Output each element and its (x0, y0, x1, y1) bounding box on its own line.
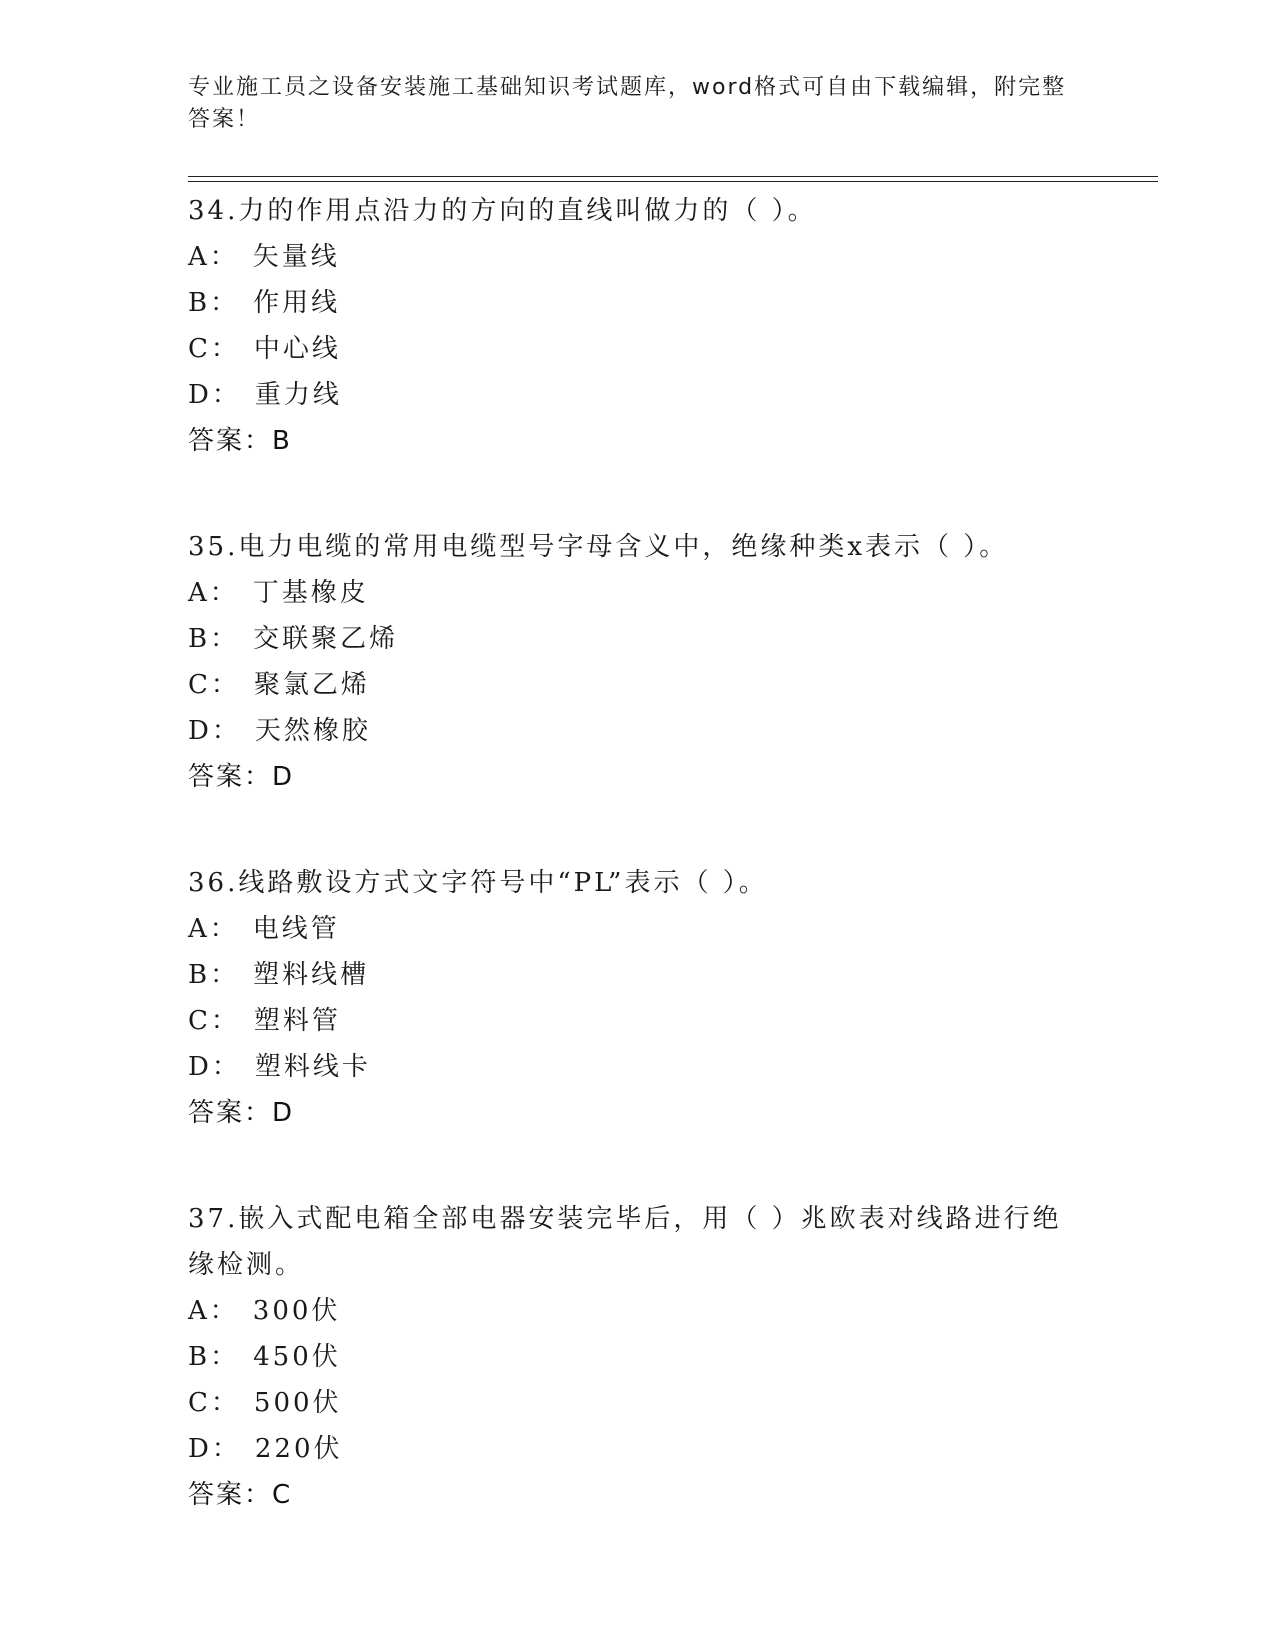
option-text: 450伏 (253, 1342, 341, 1372)
question-stem: 37.嵌入式配电箱全部电器安装完毕后，用（ ）兆欧表对线路进行绝缘检测。 (188, 1204, 1062, 1280)
answer-label: 答案：B (188, 426, 292, 456)
question-35 (188, 524, 1088, 800)
option-text: 塑料管 (253, 1006, 341, 1036)
option-letter: A： (188, 578, 239, 608)
option-text: 聚氯乙烯 (253, 670, 370, 700)
question-spacer (188, 464, 1088, 524)
option-b (188, 952, 1088, 998)
option-letter: B： (188, 624, 240, 654)
question-spacer (188, 1136, 1088, 1196)
option-text: 交联聚乙烯 (253, 624, 399, 654)
question-stem: 36.线路敷设方式文字符号中“PL”表示（ ）。 (188, 868, 768, 898)
option-a (188, 570, 1088, 616)
option-text: 重力线 (254, 380, 342, 410)
option-text: 塑料线槽 (253, 960, 370, 990)
option-text: 220伏 (254, 1434, 343, 1464)
option-letter: D： (188, 1052, 241, 1082)
question-stem: 35.电力电缆的常用电缆型号字母含义中，绝缘种类x表示（ ）。 (188, 532, 1009, 562)
option-c (188, 326, 1088, 372)
option-c (188, 998, 1088, 1044)
question-stem: 34.力的作用点沿力的方向的直线叫做力的（ ）。 (188, 196, 817, 226)
option-letter: D： (188, 716, 241, 746)
option-b (188, 280, 1088, 326)
option-letter: B： (188, 1342, 240, 1372)
option-text: 矢量线 (252, 242, 340, 272)
option-text: 丁基橡皮 (252, 578, 369, 608)
option-letter: A： (188, 914, 239, 944)
option-text: 塑料线卡 (254, 1052, 371, 1082)
option-text: 中心线 (253, 334, 341, 364)
option-c (188, 1380, 1088, 1426)
option-letter: C： (188, 334, 240, 364)
question-list (188, 188, 1088, 1518)
answer-label: 答案：D (188, 762, 295, 792)
option-b (188, 616, 1088, 662)
option-text: 500伏 (253, 1388, 342, 1418)
option-letter: A： (188, 1296, 239, 1326)
option-letter: C： (188, 670, 240, 700)
option-a (188, 234, 1088, 280)
option-letter: C： (188, 1006, 240, 1036)
header-divider-top (188, 176, 1158, 177)
option-text: 300伏 (252, 1296, 341, 1326)
option-letter: D： (188, 1434, 241, 1464)
document-header: 专业施工员之设备安装施工基础知识考试题库，word格式可自由下载编辑，附完整答案！ (188, 75, 1067, 132)
option-letter: C： (188, 1388, 240, 1418)
option-d (188, 1044, 1088, 1090)
option-a (188, 1288, 1088, 1334)
question-36 (188, 860, 1088, 1136)
answer-label: 答案：D (188, 1098, 295, 1128)
option-d (188, 708, 1088, 754)
option-text: 作用线 (253, 288, 341, 318)
option-letter: B： (188, 960, 240, 990)
header-divider-bottom (188, 181, 1158, 182)
option-d (188, 372, 1088, 418)
question-spacer (188, 800, 1088, 860)
question-34 (188, 188, 1088, 464)
answer-label: 答案：C (188, 1480, 293, 1510)
option-letter: B： (188, 288, 240, 318)
question-37 (188, 1196, 1088, 1518)
option-d (188, 1426, 1088, 1472)
option-b (188, 1334, 1088, 1380)
option-a (188, 906, 1088, 952)
option-letter: D： (188, 380, 241, 410)
option-letter: A： (188, 242, 239, 272)
option-c (188, 662, 1088, 708)
option-text: 天然橡胶 (254, 716, 371, 746)
option-text: 电线管 (252, 914, 340, 944)
